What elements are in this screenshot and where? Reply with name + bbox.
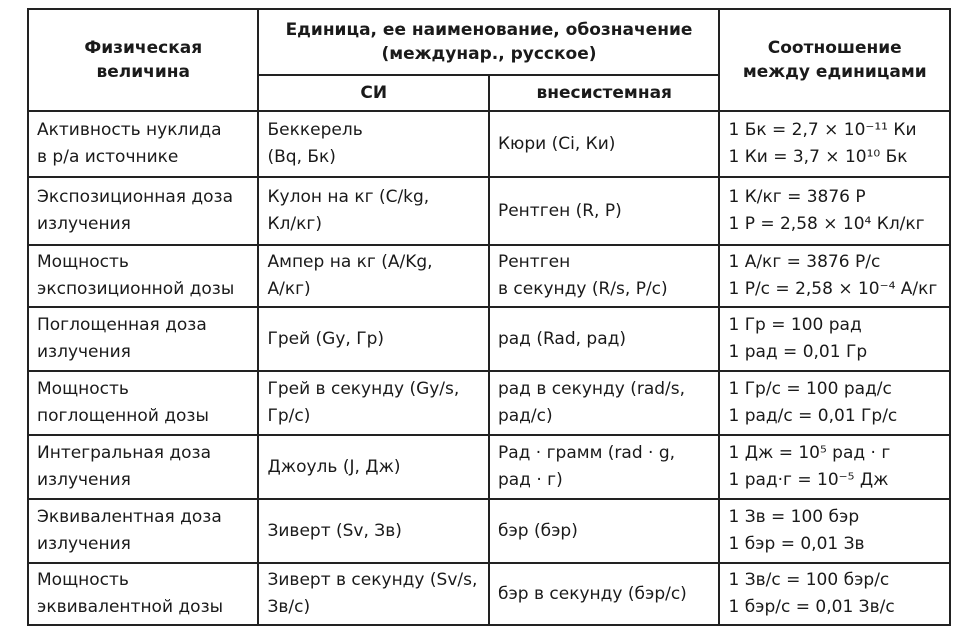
header-quantity bbox=[28, 9, 258, 111]
table-row bbox=[28, 499, 950, 563]
si-unit-cell bbox=[258, 563, 488, 625]
header-si: СИ bbox=[258, 75, 488, 111]
cell-line: бэр (бэр) bbox=[497, 520, 578, 541]
table-row bbox=[28, 307, 950, 371]
non-system-unit-cell bbox=[489, 177, 720, 245]
relation-cell bbox=[719, 499, 950, 563]
relation-cell bbox=[719, 371, 950, 435]
cell-line: 1 Дж = 10⁵ рад · г bbox=[728, 443, 891, 463]
quantity-cell bbox=[28, 245, 258, 307]
quantity-cell bbox=[28, 307, 258, 371]
header-text: Физическая bbox=[84, 38, 203, 58]
non-system-unit-cell bbox=[489, 307, 720, 371]
cell-line: 1 А/кг = 3876 Р/с bbox=[728, 252, 881, 272]
quantity-cell bbox=[28, 563, 258, 625]
cell-line: Мощность bbox=[37, 379, 129, 399]
table-row bbox=[28, 111, 950, 177]
cell-line: в секунду (R/s, Р/с) bbox=[497, 279, 668, 299]
header-text: (междунар., русское) bbox=[381, 44, 597, 64]
cell-line: 1 рад/с = 0,01 Гр/с bbox=[728, 406, 898, 426]
cell-line: Зиверт в секунду (Sv/s, bbox=[267, 570, 478, 590]
cell-line: (Bq, Бк) bbox=[267, 147, 336, 167]
cell-line: Мощность bbox=[37, 570, 129, 590]
cell-line: излучения bbox=[37, 214, 131, 234]
header-text: Единица, ее наименование, обозначение bbox=[285, 20, 693, 40]
table-row bbox=[28, 177, 950, 245]
relation-cell bbox=[719, 435, 950, 499]
non-system-unit-cell bbox=[489, 499, 720, 563]
table-row bbox=[28, 245, 950, 307]
cell-line: Зиверт (Sv, Зв) bbox=[267, 520, 402, 541]
cell-line: бэр в секунду (бэр/с) bbox=[497, 583, 687, 604]
units-table bbox=[27, 8, 951, 626]
si-unit-cell bbox=[258, 371, 488, 435]
cell-line: рад (Rad, рад) bbox=[497, 328, 627, 349]
cell-line: излучения bbox=[37, 342, 131, 362]
non-system-unit-cell bbox=[489, 111, 720, 177]
cell-line: 1 Ки = 3,7 × 10¹⁰ Бк bbox=[728, 147, 908, 167]
cell-line: Экспозиционная доза bbox=[37, 187, 233, 207]
cell-line: Гр/с) bbox=[267, 406, 311, 426]
quantity-cell bbox=[28, 371, 258, 435]
cell-line: Кюри (Ci, Ки) bbox=[497, 133, 616, 154]
cell-line: Ампер на кг (A/Kg, bbox=[267, 252, 433, 272]
si-unit-cell bbox=[258, 245, 488, 307]
si-unit-cell bbox=[258, 177, 488, 245]
si-unit-cell bbox=[258, 435, 488, 499]
header-unit-group bbox=[258, 9, 719, 75]
header-text: Соотношение bbox=[767, 38, 902, 58]
cell-line: Джоуль (J, Дж) bbox=[267, 456, 401, 477]
relation-cell bbox=[719, 177, 950, 245]
cell-line: 1 рад = 0,01 Гр bbox=[728, 342, 868, 362]
relation-cell bbox=[719, 245, 950, 307]
cell-line: Поглощенная доза bbox=[37, 315, 207, 335]
cell-line: в р/а источнике bbox=[37, 147, 179, 167]
non-system-unit-cell bbox=[489, 435, 720, 499]
cell-line: Зв/с) bbox=[267, 597, 311, 617]
relation-cell bbox=[719, 307, 950, 371]
cell-line: Рад · грамм (rad · g, bbox=[497, 443, 676, 463]
cell-line: Рентген bbox=[497, 252, 571, 272]
quantity-cell bbox=[28, 177, 258, 245]
quantity-cell bbox=[28, 111, 258, 177]
cell-line: 1 Р = 2,58 × 10⁴ Кл/кг bbox=[728, 214, 925, 234]
quantity-cell bbox=[28, 435, 258, 499]
cell-line: Кулон на кг (C/kg, bbox=[267, 187, 430, 207]
cell-line: рад в секунду (rad/s, bbox=[497, 379, 686, 399]
si-unit-cell bbox=[258, 307, 488, 371]
cell-line: 1 бэр = 0,01 Зв bbox=[728, 534, 865, 554]
non-system-unit-cell bbox=[489, 563, 720, 625]
header-text: величина bbox=[96, 62, 190, 82]
cell-line: рад · г) bbox=[497, 470, 563, 490]
cell-line: Грей в секунду (Gy/s, bbox=[267, 379, 460, 399]
cell-line: Грей (Gy, Гр) bbox=[267, 328, 385, 349]
table-row bbox=[28, 435, 950, 499]
header-text: между единицами bbox=[742, 62, 927, 82]
relation-cell bbox=[719, 563, 950, 625]
relation-cell bbox=[719, 111, 950, 177]
cell-line: А/кг) bbox=[267, 279, 311, 299]
cell-line: Эквивалентная доза bbox=[37, 507, 222, 527]
cell-line: Рентген (R, Р) bbox=[497, 200, 622, 221]
cell-line: излучения bbox=[37, 534, 131, 554]
cell-line: Мощность bbox=[37, 252, 129, 272]
cell-line: 1 Бк = 2,7 × 10⁻¹¹ Ки bbox=[728, 120, 917, 140]
cell-line: 1 Зв = 100 бэр bbox=[728, 507, 860, 527]
cell-line: поглощенной дозы bbox=[37, 406, 209, 426]
cell-line: 1 Гр/с = 100 рад/с bbox=[728, 379, 892, 399]
cell-line: эквивалентной дозы bbox=[37, 597, 224, 617]
cell-line: 1 Р/с = 2,58 × 10⁻⁴ А/кг bbox=[728, 279, 938, 299]
cell-line: рад/с) bbox=[497, 406, 553, 426]
non-system-unit-cell bbox=[489, 245, 720, 307]
cell-line: Активность нуклида bbox=[37, 120, 222, 140]
cell-line: Беккерель bbox=[267, 120, 363, 140]
cell-line: Интегральная доза bbox=[37, 443, 211, 463]
table-row bbox=[28, 371, 950, 435]
non-system-unit-cell bbox=[489, 371, 720, 435]
cell-line: 1 рад·г = 10⁻⁵ Дж bbox=[728, 470, 889, 490]
si-unit-cell bbox=[258, 499, 488, 563]
cell-line: экспозиционной дозы bbox=[37, 279, 235, 299]
cell-line: Кл/кг) bbox=[267, 214, 322, 234]
table-row bbox=[28, 563, 950, 625]
cell-line: 1 К/кг = 3876 Р bbox=[728, 187, 866, 207]
quantity-cell bbox=[28, 499, 258, 563]
header-non-system: внесистемная bbox=[489, 75, 720, 111]
cell-line: излучения bbox=[37, 470, 131, 490]
cell-line: 1 Зв/с = 100 бэр/с bbox=[728, 570, 890, 590]
cell-line: 1 бэр/с = 0,01 Зв/с bbox=[728, 597, 895, 617]
cell-line: 1 Гр = 100 рад bbox=[728, 315, 862, 335]
si-unit-cell bbox=[258, 111, 488, 177]
header-relation bbox=[719, 9, 950, 111]
